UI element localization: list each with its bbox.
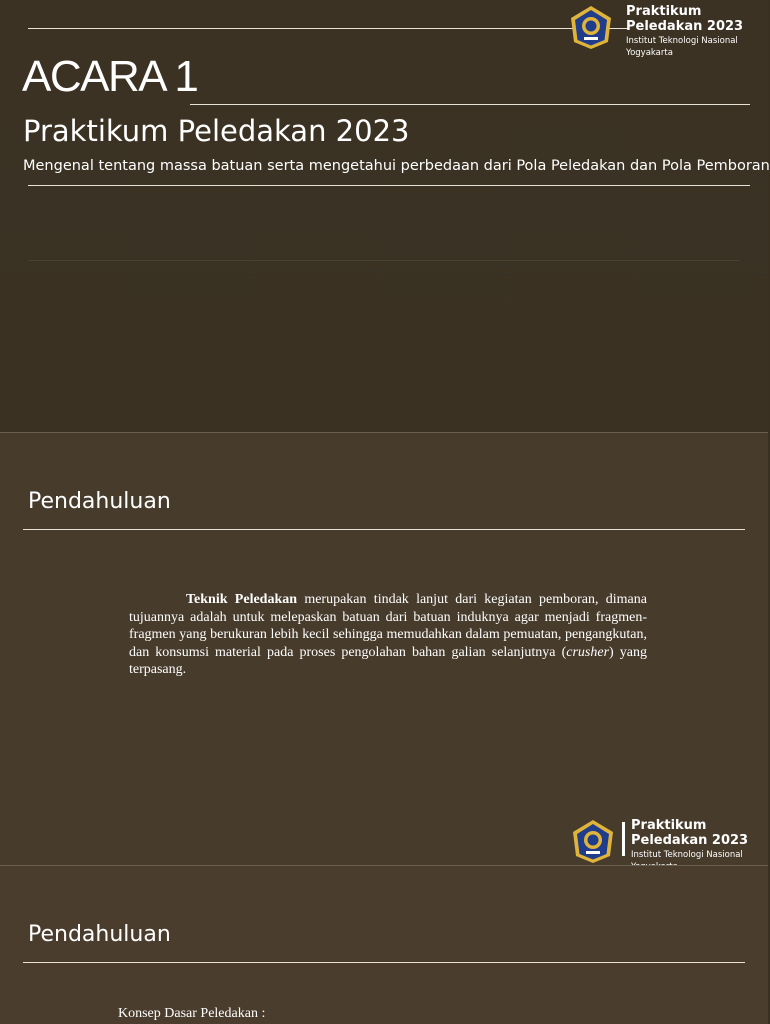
body-text-part1: merupakan tindak lanjut dari kegiatan pemboran, dimana tujuannya adalah untuk melepaskan batuan dari batuan induknya agar menjadi fragmen-fragmen yang berukuran lebih kecil sehingga memudahkan dalam pemuatan, pengangkutan, dan konsumsi material pada proses pengolahan bahan galian selanjutnya (: [129, 592, 647, 660]
body-text-part2: ) yang terpasang.: [129, 644, 647, 677]
section-rule: [23, 529, 745, 530]
brand-text: [631, 818, 748, 872]
heading-rule: [190, 104, 750, 105]
subtitle-rule: [28, 185, 750, 186]
brand-title-line1: Praktikum: [631, 818, 707, 833]
brand-institution-line1: Institut Teknologi Nasional: [626, 36, 738, 46]
konsep-label: Konsep Dasar Peledakan :: [118, 1006, 266, 1021]
slide-subtitle: Mengenal tentang massa batuan serta mengetahui perbedaan dari Pola Peledakan dan Pola Pemboran: [23, 158, 770, 174]
section-rule: [23, 962, 745, 963]
slide-3: [0, 866, 768, 1024]
itny-emblem-icon: [568, 4, 614, 50]
italic-term: crusher: [566, 644, 610, 660]
section-title: Pendahuluan: [28, 922, 171, 947]
brand-title-line2: Peledakan 2023: [626, 19, 744, 34]
top-rule: [28, 28, 628, 29]
header-logo: [568, 4, 743, 58]
slide-title: Praktikum Peledakan 2023: [23, 114, 410, 148]
slide-1: [0, 0, 768, 432]
brand-institution-line1: Institut Teknologi Nasional: [631, 850, 743, 860]
footer-logo: [570, 818, 748, 872]
slide-2: [0, 433, 768, 865]
brand-text: [626, 4, 743, 58]
brand-title-line1: Praktikum: [626, 4, 702, 19]
brand-institution-line2: Yogyakarta: [626, 48, 673, 58]
section-title: Pendahuluan: [28, 489, 171, 514]
slide-heading: ACARA 1: [22, 52, 198, 101]
faint-divider: [28, 260, 740, 261]
brand-divider: [622, 822, 625, 856]
term-teknik-peledakan: Teknik Peledakan: [186, 592, 298, 607]
brand-title-line2: Peledakan 2023: [631, 833, 749, 848]
intro-paragraph: [129, 591, 647, 679]
itny-emblem-icon: [570, 818, 616, 864]
